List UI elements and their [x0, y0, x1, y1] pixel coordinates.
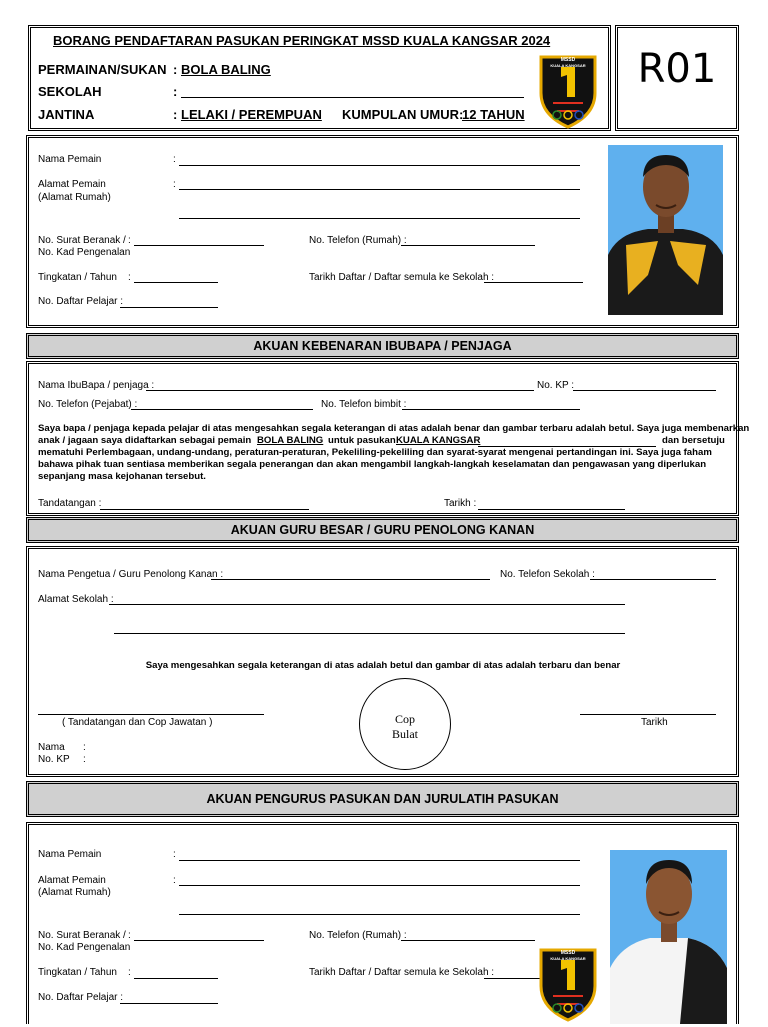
para2-e: dan bersetuju	[662, 435, 725, 446]
daftar-pelajar-2-line[interactable]	[120, 1003, 218, 1004]
parent-para-line-1: Saya bapa / penjaga kepada pelajar di atas mengesahkan segala keterangan di atas adalah benar dan gambar terbaru adalah betul. Saya juga membenarkan	[38, 423, 750, 434]
permainan-colon: :	[173, 62, 178, 77]
surat-2-line[interactable]	[134, 940, 264, 941]
para2-c: untuk pasukan	[328, 435, 396, 446]
telefon-rumah-2-label: No. Telefon (Rumah) :	[309, 930, 407, 941]
tingkatan-line[interactable]	[134, 282, 218, 283]
cop-text-2: Bulat	[392, 727, 418, 741]
kp-ibubapa-line[interactable]	[573, 390, 716, 391]
parent-para-line-3: mematuhi Perlembagaan, undang-undang, peraturan-peraturan, Pekeliling-pekeliling dan syarat-syarat mengenai pertandingan ini. Saya juga faham	[38, 447, 712, 458]
cop-text-1: Cop	[394, 712, 415, 726]
logo-text-top: MSSD	[560, 57, 576, 63]
player-photo-1	[608, 145, 723, 315]
tarikh-daftar-2-label: Tarikh Daftar / Daftar semula ke Sekolah :	[309, 967, 495, 978]
parent-para-line-2	[38, 435, 728, 447]
tingkatan-label: Tingkatan / Tahun	[38, 272, 117, 283]
permainan-label: PERMAINAN/SUKAN	[38, 62, 167, 77]
alamat-line-2[interactable]	[179, 218, 580, 219]
jantina-colon: :	[173, 107, 178, 122]
kad-2-label: No. Kad Pengenalan	[38, 942, 131, 953]
tarikh-daftar-label: Tarikh Daftar / Daftar semula ke Sekolah :	[309, 272, 495, 283]
telefon-rumah-label: No. Telefon (Rumah) :	[309, 235, 407, 246]
jantina-value: LELAKI / PEREMPUAN	[181, 107, 322, 122]
alamat-label: Alamat Pemain	[38, 179, 106, 190]
daftar-pelajar-label: No. Daftar Pelajar :	[38, 296, 124, 307]
sekolah-line[interactable]	[181, 97, 524, 98]
surat-label: No. Surat Beranak /	[38, 235, 126, 246]
alamat-sekolah-line-2[interactable]	[114, 633, 625, 634]
alamat-2-sub: (Alamat Rumah)	[38, 887, 111, 898]
alamat-line-1[interactable]	[179, 189, 580, 190]
kumpulan-label: KUMPULAN UMUR:	[342, 107, 464, 122]
jantina-label: JANTINA	[38, 107, 95, 122]
nama-pengetua-label: Nama Pengetua / Guru Penolong Kanan :	[38, 569, 224, 580]
parent-band: AKUAN KEBENARAN IBUBAPA / PENJAGA	[26, 333, 739, 359]
para2-a: anak / jagaan saya didaftarkan sebagai pemain	[38, 435, 252, 446]
tandatangan-label: Tandatangan :	[38, 498, 102, 509]
tingkatan-2-label: Tingkatan / Tahun	[38, 967, 117, 978]
surat-2-label: No. Surat Beranak /	[38, 930, 126, 941]
tarikh-daftar-2-line[interactable]	[484, 978, 540, 979]
kp-ibubapa-label: No. KP :	[537, 380, 575, 391]
alamat-2-line-2[interactable]	[179, 914, 580, 915]
head-tarikh-line[interactable]	[580, 714, 716, 715]
alamat-sekolah-line-1[interactable]	[109, 604, 625, 605]
parent-para-line-5: sepanjang masa kejohanan tersebut.	[38, 471, 206, 482]
kad-label: No. Kad Pengenalan	[38, 247, 131, 258]
surat-line[interactable]	[134, 245, 264, 246]
tingkatan-colon: :	[128, 272, 131, 283]
surat-colon: :	[128, 235, 131, 246]
parent-para-line-4: bahawa pihak tuan sentiasa memberikan segala penerangan dan akan mengambil langkah-langkah keselamatan dan pengawasan yang diperlukan	[38, 459, 707, 470]
nama-pemain-2-label: Nama Pemain	[38, 849, 102, 860]
tel-pejabat-label: No. Telefon (Pejabat) :	[38, 399, 138, 410]
head-tarikh-label: Tarikh	[641, 717, 668, 728]
tingkatan-2-line[interactable]	[134, 978, 218, 979]
alamat-2-colon: :	[173, 875, 176, 886]
tarikh-daftar-line[interactable]	[484, 282, 583, 283]
nama-pemain-colon: :	[173, 154, 176, 165]
alamat-2-label: Alamat Pemain	[38, 875, 106, 886]
mssd-logo-2	[537, 946, 599, 1022]
nama-pemain-2-line[interactable]	[179, 860, 580, 861]
logo-2-text-bottom: KUALA KANGSAR	[550, 956, 586, 961]
nama-ibubapa-line[interactable]	[146, 390, 534, 391]
telefon-rumah-line[interactable]	[401, 245, 535, 246]
tandatangan-line[interactable]	[100, 509, 309, 510]
sekolah-label: SEKOLAH	[38, 84, 102, 99]
tandatangan-cop-label: ( Tandatangan dan Cop Jawatan )	[62, 717, 213, 728]
player-photo-2	[610, 850, 727, 1024]
tingkatan-2-colon: :	[128, 967, 131, 978]
nama-pemain-2-colon: :	[173, 849, 176, 860]
tel-bimbit-label: No. Telefon bimbit :	[321, 399, 407, 410]
tel-bimbit-line[interactable]	[402, 409, 580, 410]
alamat-sub: (Alamat Rumah)	[38, 192, 111, 203]
tarikh-parent-line[interactable]	[478, 509, 625, 510]
kumpulan-value: 12 TAHUN	[462, 107, 525, 122]
tel-sekolah-label: No. Telefon Sekolah :	[500, 569, 595, 580]
sekolah-colon: :	[173, 84, 178, 99]
tarikh-parent-label: Tarikh :	[444, 498, 477, 509]
alamat-2-line-1[interactable]	[179, 885, 580, 886]
head-nama-label: Nama	[38, 742, 65, 753]
daftar-pelajar-line[interactable]	[120, 307, 218, 308]
para2-b: BOLA BALING	[257, 435, 324, 446]
telefon-rumah-2-line[interactable]	[401, 940, 535, 941]
mssd-logo	[537, 53, 599, 129]
head-signature-line[interactable]	[38, 714, 264, 715]
para2-d: KUALA KANGSAR	[396, 435, 481, 446]
permainan-value: BOLA BALING	[181, 62, 271, 77]
nama-pemain-label: Nama Pemain	[38, 154, 102, 165]
form-title: BORANG PENDAFTARAN PASUKAN PERINGKAT MSSD KUALA KANGSAR 2024	[53, 33, 551, 48]
head-kp-label: No. KP	[38, 754, 70, 765]
nama-pemain-line[interactable]	[179, 165, 580, 166]
logo-2-text-top: MSSD	[560, 950, 576, 956]
surat-2-colon: :	[128, 930, 131, 941]
daftar-pelajar-2-label: No. Daftar Pelajar :	[38, 992, 124, 1003]
alamat-colon: :	[173, 179, 176, 190]
nama-pengetua-line[interactable]	[211, 579, 490, 580]
tel-pejabat-line[interactable]	[131, 409, 313, 410]
tel-sekolah-line[interactable]	[590, 579, 716, 580]
head-nama-colon: :	[83, 742, 86, 753]
form-code: R01	[637, 46, 717, 92]
head-kp-colon: :	[83, 754, 86, 765]
logo-text-bottom: KUALA KANGSAR	[550, 63, 586, 68]
head-band: AKUAN GURU BESAR / GURU PENOLONG KANAN	[26, 517, 739, 543]
alamat-sekolah-label: Alamat Sekolah :	[38, 594, 114, 605]
manager-band: AKUAN PENGURUS PASUKAN DAN JURULATIH PASUKAN	[26, 781, 739, 817]
nama-ibubapa-label: Nama IbuBapa / penjaga :	[38, 380, 155, 391]
head-statement: Saya mengesahkan segala keterangan di atas adalah betul dan gambar di atas adalah terbaru dan benar	[145, 660, 621, 671]
